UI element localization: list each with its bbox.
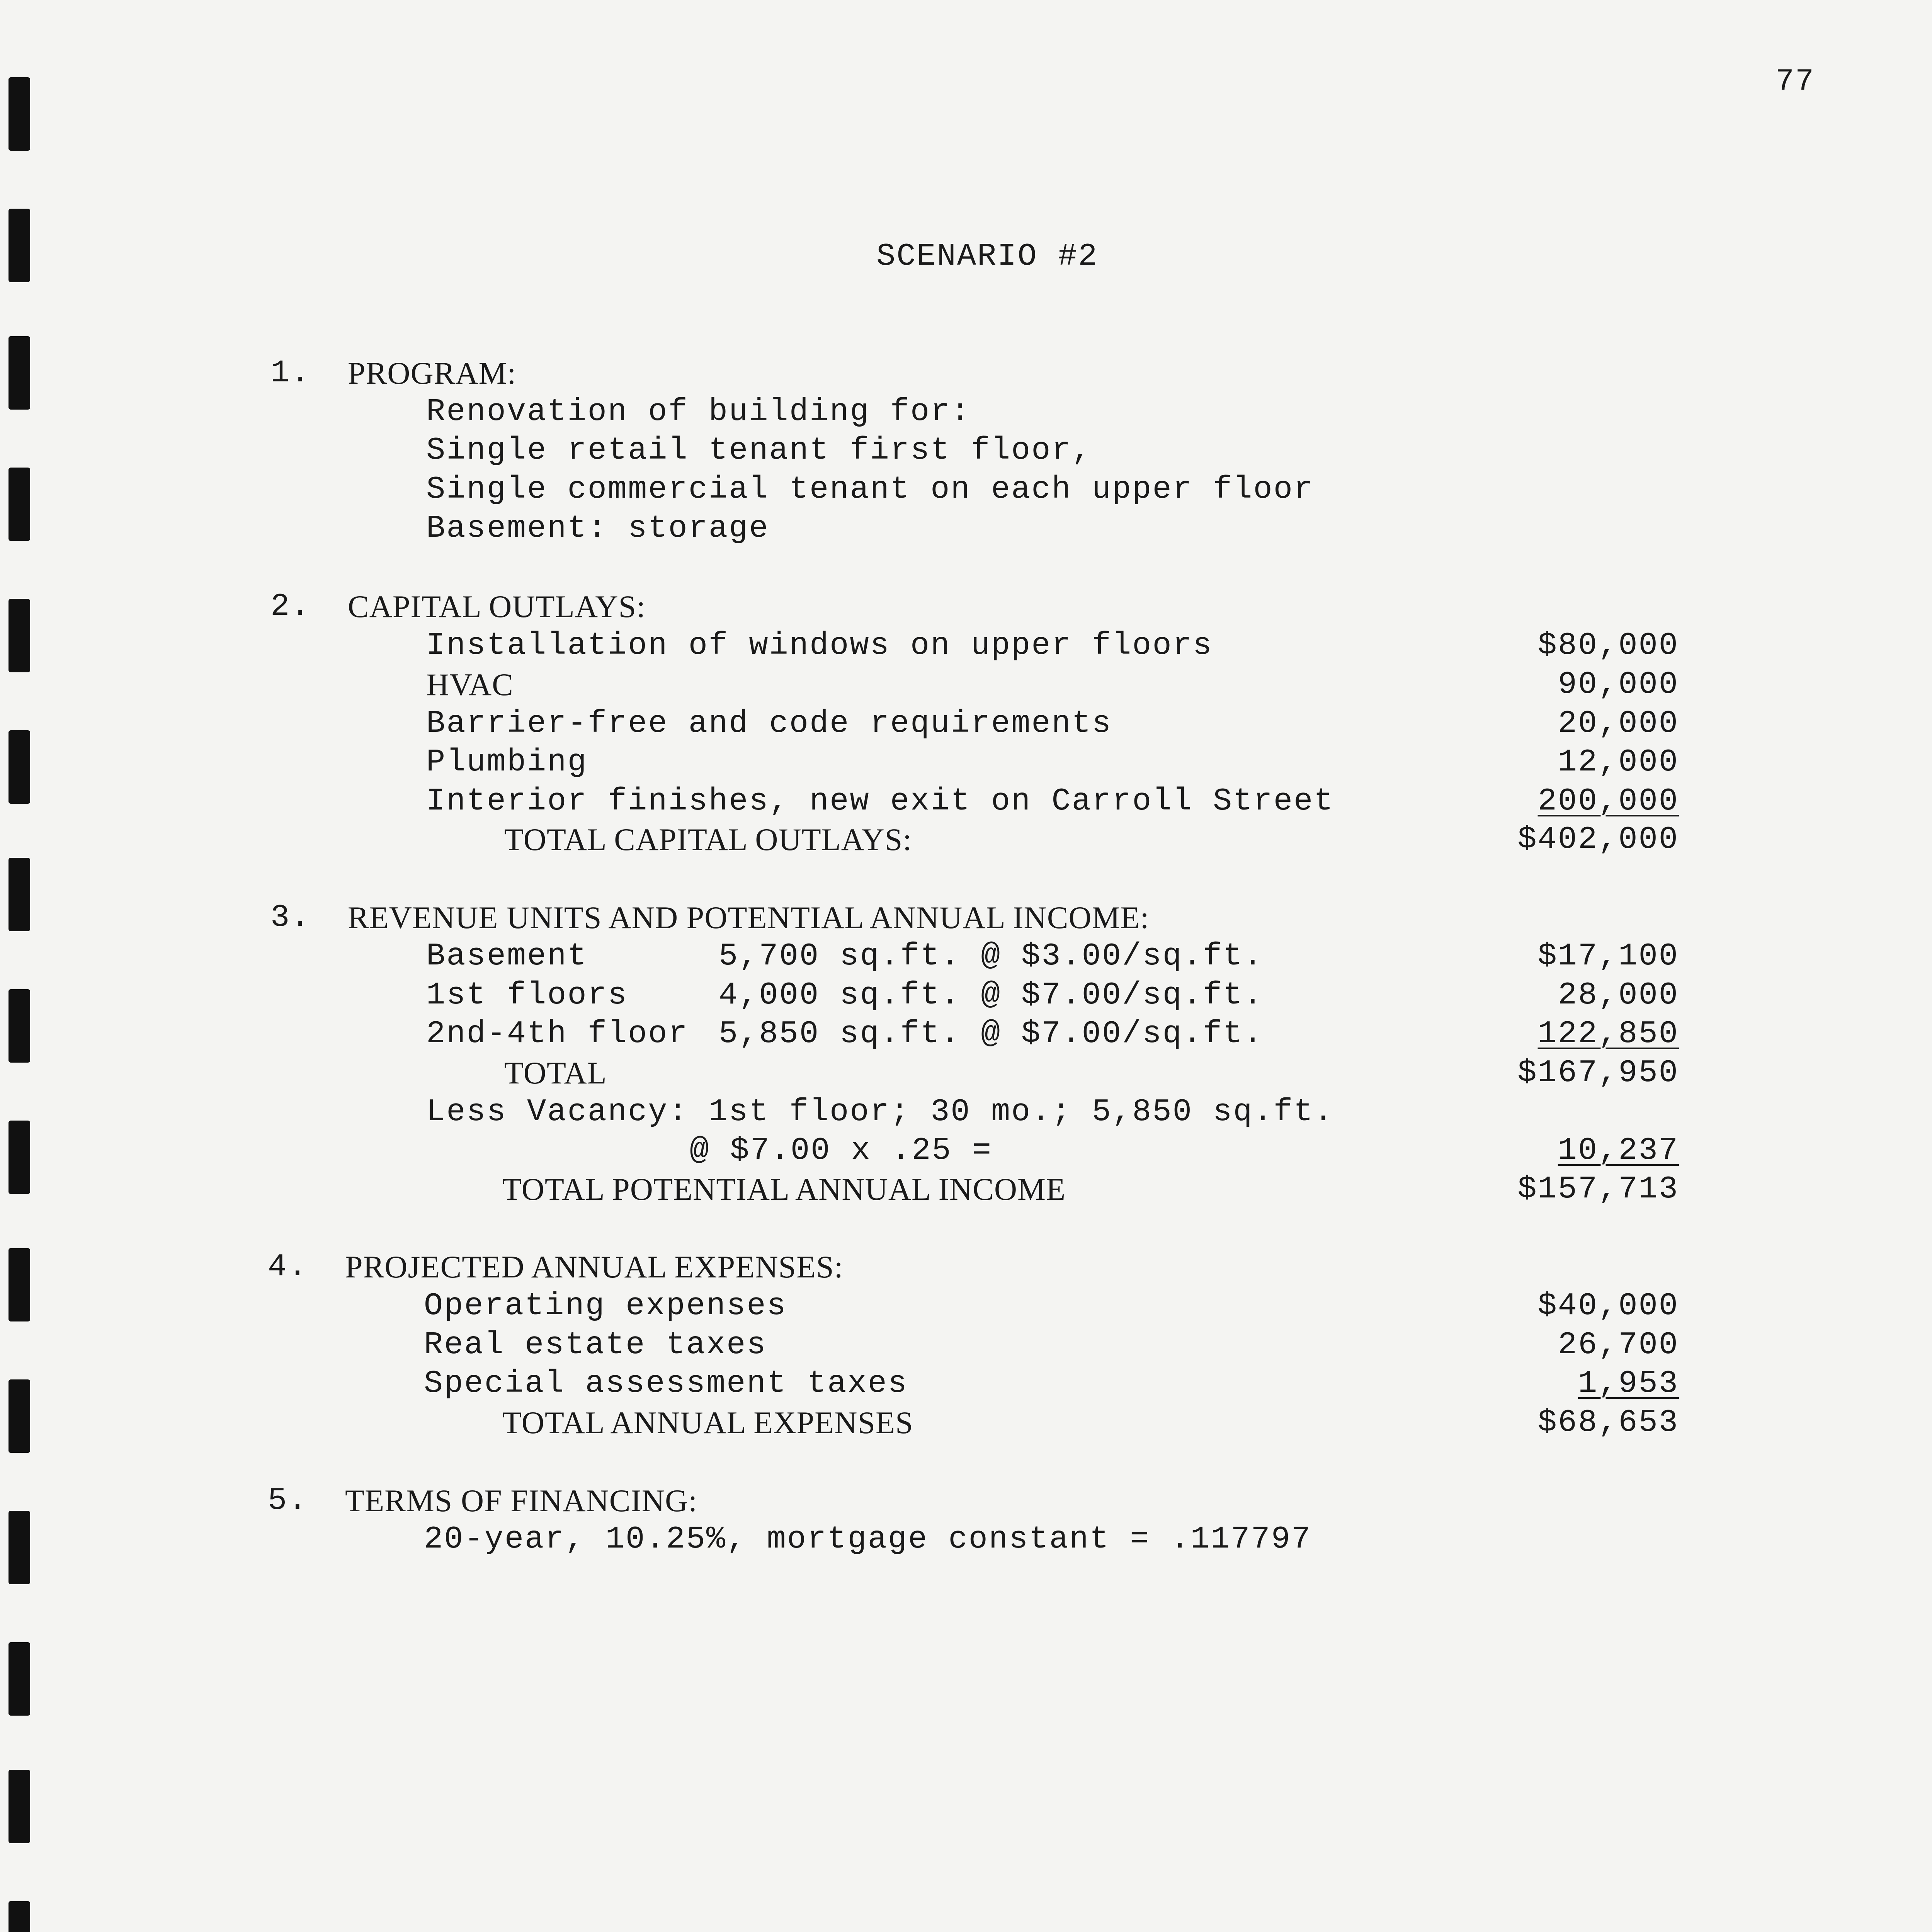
vacancy-value: 10,237: [1558, 1133, 1679, 1168]
binding-hole: [9, 1511, 30, 1584]
program-line: Basement: storage: [426, 510, 769, 546]
vacancy-line: @ $7.00 x .25 =: [690, 1133, 993, 1168]
binding-hole: [9, 1901, 30, 1932]
capital-item-value: $80,000: [1537, 628, 1679, 663]
section-number: 3.: [270, 900, 311, 935]
capital-item-value: 200,000: [1537, 783, 1679, 819]
section-heading-expenses: PROJECTED ANNUAL EXPENSES:: [345, 1249, 844, 1284]
revenue-item-value: 28,000: [1558, 977, 1679, 1013]
vacancy-line: Less Vacancy: 1st floor; 30 mo.; 5,850 sq.ft.: [426, 1094, 1334, 1130]
revenue-subtotal-value: $167,950: [1517, 1055, 1679, 1091]
expense-item-label: Operating expenses: [424, 1288, 787, 1324]
revenue-subtotal-label: TOTAL: [504, 1055, 607, 1090]
revenue-item-calc: 5,700 sq.ft. @ $3.00/sq.ft.: [719, 938, 1264, 974]
program-line: Single commercial tenant on each upper floor: [426, 471, 1314, 507]
section-heading-revenue: REVENUE UNITS AND POTENTIAL ANNUAL INCOME:: [348, 900, 1150, 935]
expense-item-value: 26,700: [1558, 1327, 1679, 1363]
capital-item-label: HVAC: [426, 667, 514, 702]
capital-item-label: Interior finishes, new exit on Carroll Street: [426, 783, 1334, 819]
revenue-total-value: $157,713: [1517, 1171, 1679, 1207]
expense-item-label: Real estate taxes: [424, 1327, 767, 1363]
expense-item-value: $40,000: [1537, 1288, 1679, 1324]
capital-total-label: TOTAL CAPITAL OUTLAYS:: [504, 822, 912, 857]
binding-hole: [9, 989, 30, 1063]
section-heading-financing: TERMS OF FINANCING:: [345, 1483, 697, 1518]
revenue-item-label: Basement: [426, 938, 588, 974]
program-line: Renovation of building for:: [426, 394, 971, 430]
binding-hole: [9, 1770, 30, 1843]
page-title: SCENARIO #2: [876, 238, 1099, 274]
expense-item-value: 1,953: [1578, 1366, 1679, 1401]
capital-item-label: Installation of windows on upper floors: [426, 628, 1213, 663]
expense-total-label: TOTAL ANNUAL EXPENSES: [502, 1405, 913, 1440]
section-heading-program: PROGRAM:: [348, 355, 517, 391]
binding-hole: [9, 468, 30, 541]
capital-item-label: Plumbing: [426, 744, 588, 780]
section-number: 5.: [268, 1483, 308, 1519]
expense-total-value: $68,653: [1537, 1405, 1679, 1440]
financing-terms: 20-year, 10.25%, mortgage constant = .117797: [424, 1521, 1312, 1557]
binding-hole: [9, 77, 30, 151]
binding-hole: [9, 1379, 30, 1453]
revenue-item-calc: 5,850 sq.ft. @ $7.00/sq.ft.: [719, 1016, 1264, 1052]
revenue-item-value: $17,100: [1537, 938, 1679, 974]
binding-hole: [9, 1248, 30, 1321]
revenue-item-label: 2nd-4th floor: [426, 1016, 689, 1052]
revenue-total-label: TOTAL POTENTIAL ANNUAL INCOME: [502, 1172, 1066, 1207]
binding-hole: [9, 858, 30, 931]
page-number: 77: [1776, 64, 1815, 99]
binding-hole: [9, 1642, 30, 1716]
capital-total-value: $402,000: [1517, 821, 1679, 857]
binding-hole: [9, 599, 30, 672]
capital-item-value: 20,000: [1558, 706, 1679, 742]
section-number: 4.: [268, 1249, 308, 1285]
program-line: Single retail tenant first floor,: [426, 432, 1092, 468]
expense-item-label: Special assessment taxes: [424, 1366, 908, 1401]
section-heading-capital: CAPITAL OUTLAYS:: [348, 589, 646, 624]
revenue-item-calc: 4,000 sq.ft. @ $7.00/sq.ft.: [719, 977, 1264, 1013]
section-number: 1.: [270, 355, 311, 391]
binding-hole: [9, 209, 30, 282]
binding-hole: [9, 730, 30, 804]
section-number: 2.: [270, 588, 311, 624]
revenue-item-label: 1st floors: [426, 977, 628, 1013]
capital-item-value: 12,000: [1558, 744, 1679, 780]
binding-hole: [9, 336, 30, 410]
capital-item-label: Barrier-free and code requirements: [426, 706, 1112, 742]
binding-hole: [9, 1121, 30, 1194]
revenue-item-value: 122,850: [1537, 1016, 1679, 1052]
capital-item-value: 90,000: [1558, 667, 1679, 702]
